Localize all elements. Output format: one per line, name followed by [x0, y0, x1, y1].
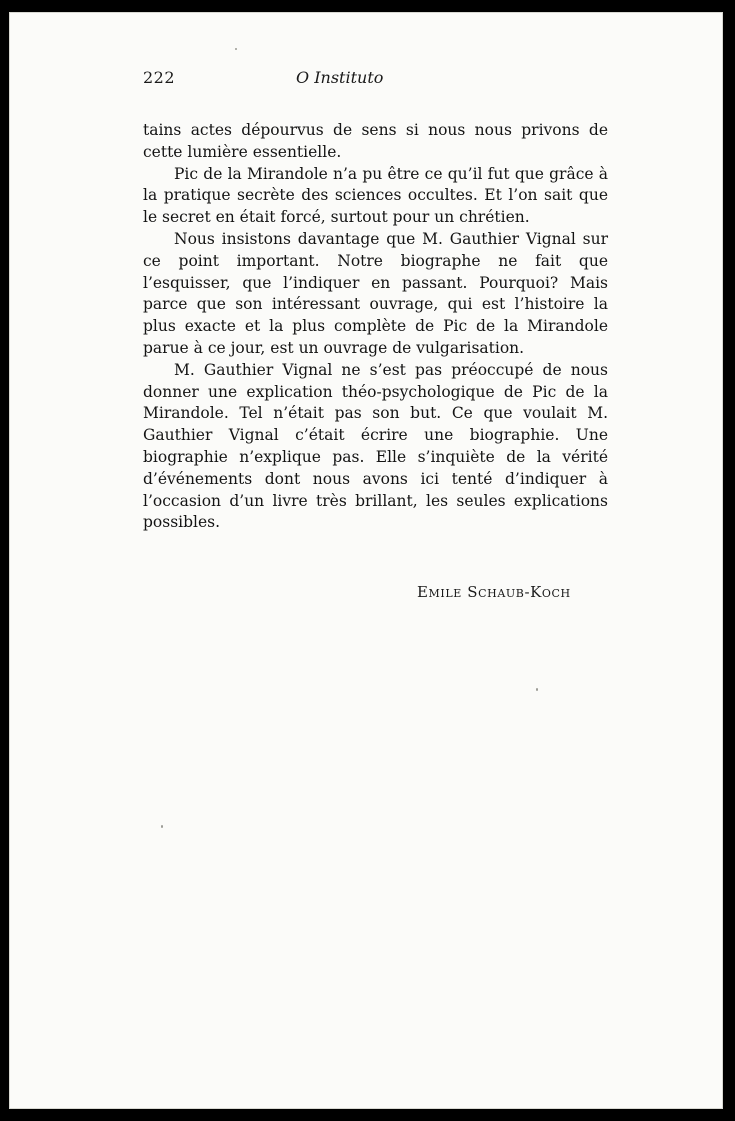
- paragraph: M. Gauthier Vignal ne s’est pas préoccupé de nous donner une explication théo-psychologique de Pic de la Mirandole. Tel n’était pas son but. Ce que voulait M. Gauthier Vignal c’était écrire une biographie. Une biographie n’explique pas. Elle s’inquiète de la vérité d’événements dont nous avons ici tenté d’indiquer à l’occasion d’un livre très brillant, les seules explications possibles.: [143, 360, 608, 532]
- paragraph: tains actes dépourvus de sens si nous nous privons de cette lumière essentielle.: [143, 121, 608, 161]
- article-body: [143, 120, 608, 534]
- page-number: 222: [143, 68, 176, 87]
- paragraph: Pic de la Mirandole n’a pu être ce qu’il fut que grâce à la pratique secrète des sciences occultes. Et l’on sait que le secret en était forcé, surtout pour un chrétien.: [143, 164, 608, 227]
- paper-speck: [536, 688, 538, 691]
- paper-speck: [161, 825, 163, 828]
- author-signature: Emile Schaub-Koch: [417, 583, 571, 601]
- running-title: O Instituto: [296, 68, 384, 87]
- paragraph: Nous insistons davantage que M. Gauthier Vignal sur ce point important. Notre biographe ne fait que l’esquisser, que l’indiquer en passant. Pourquoi? Mais parce que son intéressant ouvrage, qui est l’histoire la plus exacte et la plus complète de Pic de la Mirandole parue à ce jour, est un ouvrage de vulgarisation.: [143, 229, 608, 357]
- paper-speck: [235, 48, 237, 50]
